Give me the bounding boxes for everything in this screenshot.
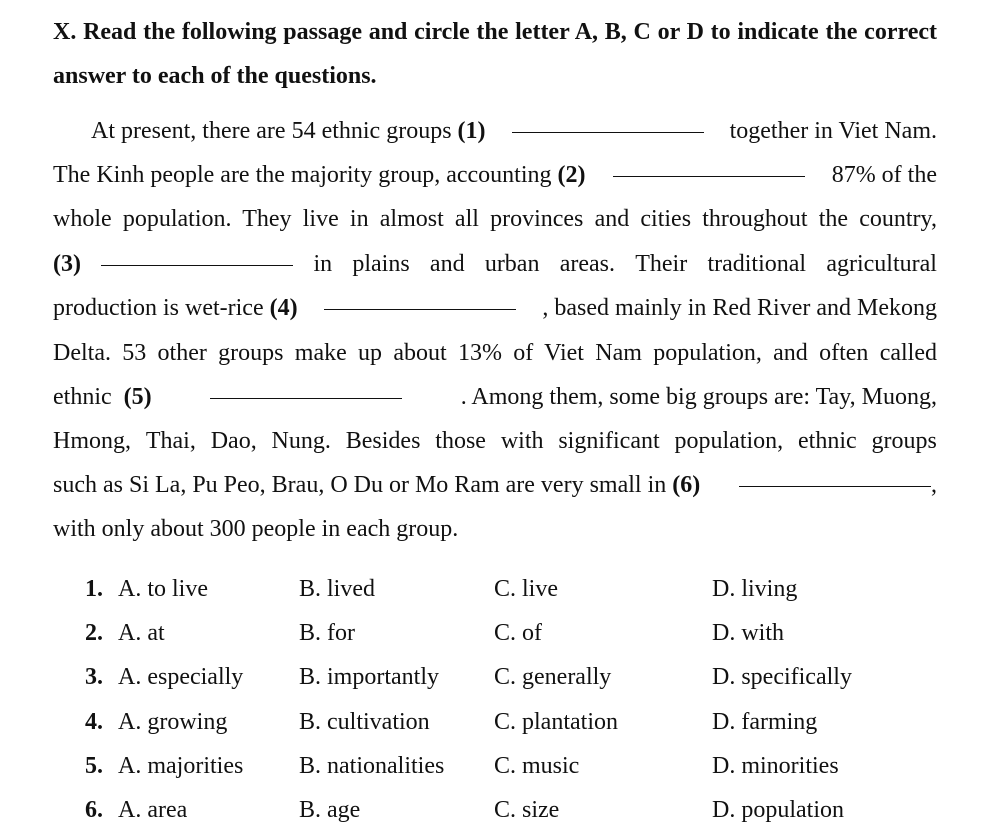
- passage-text: . Among them, some big groups are: Tay, Muong,: [460, 384, 937, 410]
- question-number: 5.: [85, 753, 103, 779]
- option-b[interactable]: B. lived: [299, 576, 375, 602]
- question-row-2: [85, 611, 965, 655]
- answer-blank-6[interactable]: [739, 485, 931, 487]
- passage-text: together in Viet Nam.: [729, 118, 937, 144]
- passage-text: At present, there are 54 ethnic groups: [91, 118, 452, 144]
- blank-number-4: (4): [269, 295, 298, 321]
- answer-blank-4[interactable]: [324, 308, 516, 310]
- option-c[interactable]: C. live: [494, 576, 558, 602]
- word: plains: [352, 251, 410, 277]
- passage-text: The Kinh people are the majority group, accounting: [53, 162, 552, 188]
- word: population,: [674, 428, 784, 454]
- option-d[interactable]: D. farming: [712, 709, 818, 735]
- option-d[interactable]: D. specifically: [712, 664, 852, 690]
- question-number: 2.: [85, 620, 103, 646]
- word: Nung.: [271, 428, 331, 454]
- passage-text: 87% of the: [831, 162, 937, 188]
- question-row-3: [85, 655, 965, 699]
- question-row-4: [85, 700, 965, 744]
- option-b[interactable]: B. cultivation: [299, 709, 430, 735]
- word: Thai,: [145, 428, 196, 454]
- word: Besides: [345, 428, 421, 454]
- option-b[interactable]: B. for: [299, 620, 355, 646]
- blank-number-1: (1): [457, 118, 486, 144]
- passage-line-5: [53, 286, 937, 330]
- passage-line-6: Delta. 53 other groups make up about 13% of Viet Nam population, and often called: [53, 340, 937, 366]
- option-b[interactable]: B. nationalities: [299, 753, 445, 779]
- word: ethnic: [798, 428, 857, 454]
- passage-line-10: with only about 300 people in each group.: [53, 516, 459, 542]
- option-a[interactable]: A. majorities: [118, 753, 244, 779]
- blank-number-5: (5): [123, 384, 152, 410]
- passage-line-2: [53, 153, 937, 197]
- question-number: 1.: [85, 576, 103, 602]
- word: with: [500, 428, 544, 454]
- option-c[interactable]: C. music: [494, 753, 580, 779]
- exercise-heading: X. Read the following passage and circle the letter A, B, C or D to indicate the correct answer to each of the questions.: [53, 19, 937, 89]
- word: agricultural: [826, 251, 937, 277]
- word: urban: [484, 251, 540, 277]
- word: significant: [558, 428, 660, 454]
- option-c[interactable]: C. plantation: [494, 709, 618, 735]
- blank-number-2: (2): [557, 162, 586, 188]
- question-number: 6.: [85, 797, 103, 823]
- option-d[interactable]: D. minorities: [712, 753, 839, 779]
- passage-line-9: [53, 463, 937, 507]
- question-number: 4.: [85, 709, 103, 735]
- option-d[interactable]: D. population: [712, 797, 844, 823]
- passage-line-3: whole population. They live in almost all provinces and cities throughout the country,: [53, 206, 937, 232]
- word: Hmong,: [53, 428, 131, 454]
- question-row-6: [85, 788, 965, 832]
- option-c[interactable]: C. size: [494, 797, 560, 823]
- passage-text: such as Si La, Pu Peo, Brau, O Du or Mo Ram are very small in: [53, 472, 667, 498]
- passage-text: ethnic: [53, 384, 112, 410]
- passage-text: ,: [931, 472, 937, 498]
- question-row-1: [85, 567, 965, 611]
- word: and: [429, 251, 465, 277]
- option-a[interactable]: A. especially: [118, 664, 244, 690]
- passage-line-1: [91, 109, 937, 153]
- answer-blank-3[interactable]: [101, 264, 293, 266]
- word: Dao,: [210, 428, 257, 454]
- blank-number-3: (3): [53, 251, 81, 277]
- option-a[interactable]: A. area: [118, 797, 188, 823]
- word: areas.: [559, 251, 615, 277]
- option-d[interactable]: D. with: [712, 620, 784, 646]
- word: Their: [635, 251, 688, 277]
- question-number: 3.: [85, 664, 103, 690]
- answer-blank-2[interactable]: [613, 175, 805, 177]
- option-a[interactable]: A. at: [118, 620, 165, 646]
- answer-blank-1[interactable]: [512, 131, 704, 133]
- passage-line-7: [53, 375, 937, 419]
- option-a[interactable]: A. growing: [118, 709, 228, 735]
- option-c[interactable]: C. generally: [494, 664, 612, 690]
- question-row-5: [85, 744, 965, 788]
- option-b[interactable]: B. importantly: [299, 664, 439, 690]
- answer-blank-5[interactable]: [210, 397, 402, 399]
- option-d[interactable]: D. living: [712, 576, 798, 602]
- passage-text: , based mainly in Red River and Mekong: [542, 295, 937, 321]
- option-b[interactable]: B. age: [299, 797, 361, 823]
- blank-number-6: (6): [672, 472, 701, 498]
- word: in: [313, 251, 333, 277]
- passage-text: production is wet-rice: [53, 295, 264, 321]
- word: groups: [871, 428, 937, 454]
- passage-line-4: [53, 242, 937, 286]
- passage-line-8: [53, 419, 937, 463]
- option-a[interactable]: A. to live: [118, 576, 208, 602]
- word: those: [435, 428, 486, 454]
- option-c[interactable]: C. of: [494, 620, 542, 646]
- word: traditional: [707, 251, 807, 277]
